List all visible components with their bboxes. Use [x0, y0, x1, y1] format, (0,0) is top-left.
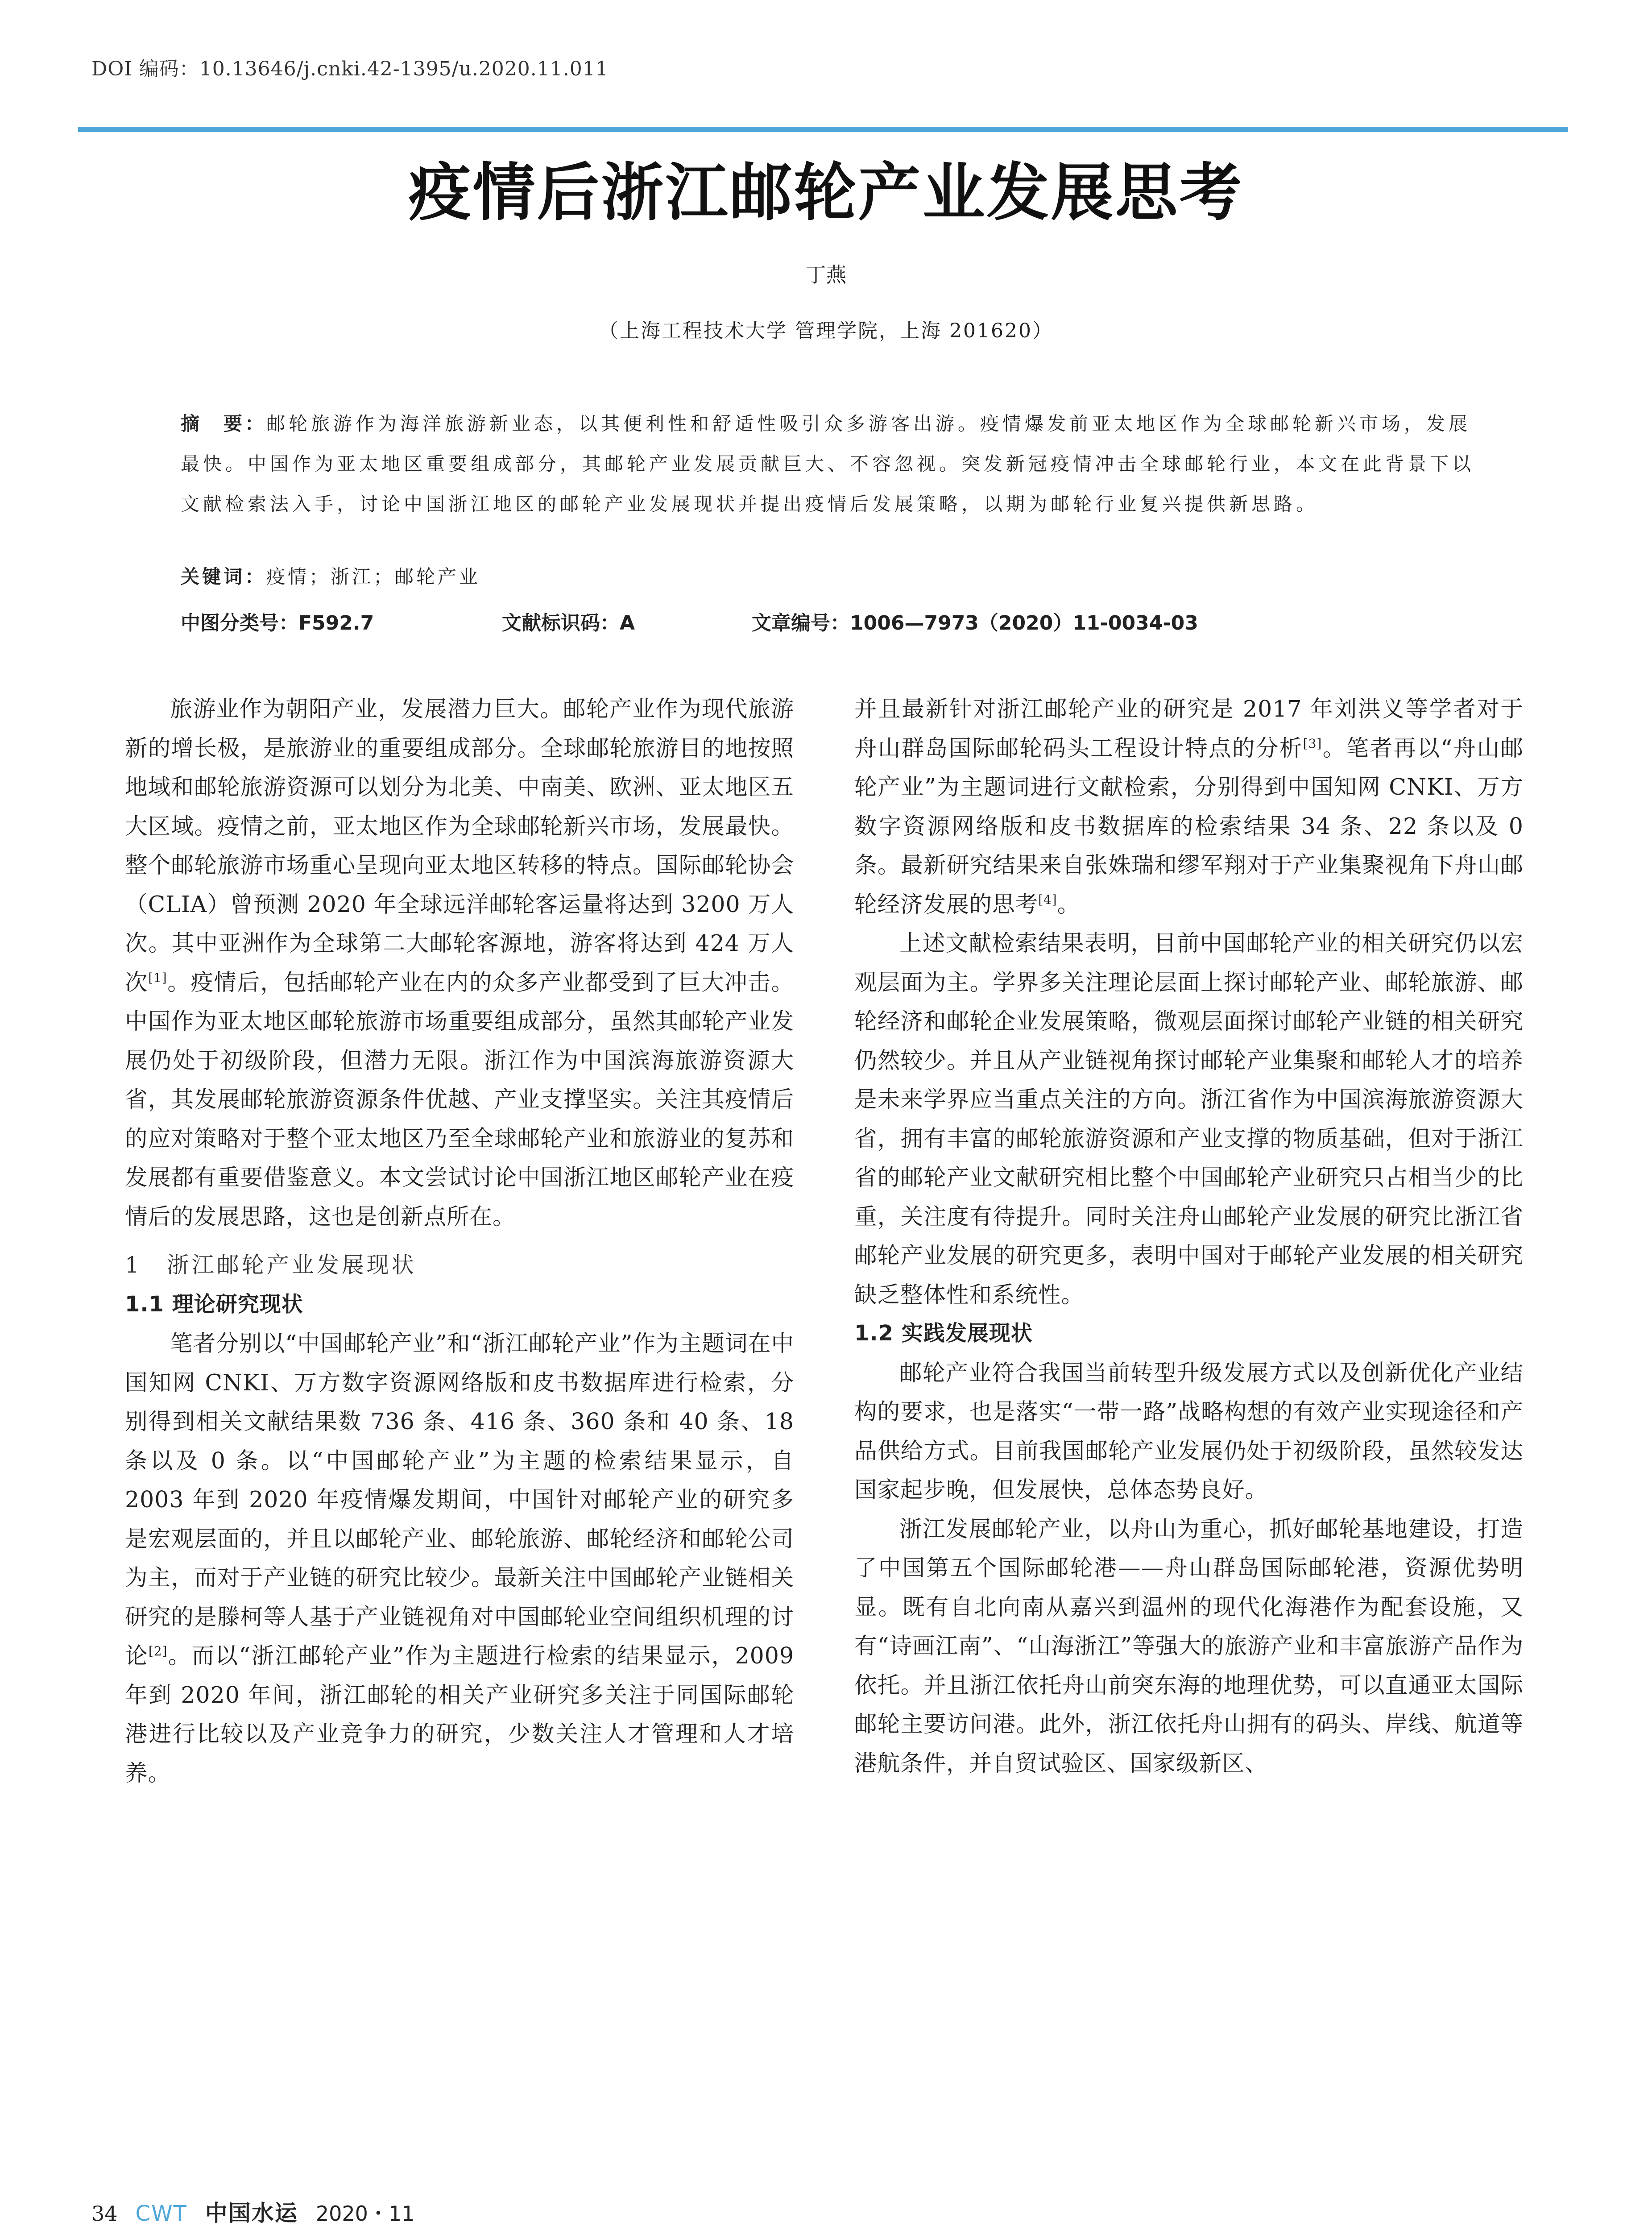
body-paragraph: 并且最新针对浙江邮轮产业的研究是 2017 年刘洪义等学者对于舟山群岛国际邮轮码头工程设计特点的分析[3]。笔者再以“舟山邮轮产业”为主题词进行文献检索，分别得到中国知网 CNKI、万方数字资源网络版和皮书数据库的检索结果 34 条、22 条以及 0 条。最新研究结果来自张姝瑞和缪军翔对于产业集聚视角下舟山邮轮经济发展的思考[4]。	[854, 696, 1524, 917]
article-no-value: 1006—7973（2020）11-0034-03	[850, 612, 1198, 634]
article-title: 疫情后浙江邮轮产业发展思考	[408, 156, 1244, 229]
affiliation: （上海工程技术大学 管理学院，上海 201620）	[599, 319, 1053, 342]
page-number: 34	[91, 2202, 118, 2226]
keywords	[181, 562, 1474, 589]
body-paragraph: 上述文献检索结果表明，目前中国邮轮产业的相关研究仍以宏观层面为主。学界多关注理论层面上探讨邮轮产业、邮轮旅游、邮轮经济和邮轮企业发展策略，微观层面探讨邮轮产业链的相关研究仍然较少。并且从产业链视角探讨邮轮产业集聚和邮轮人才的培养是未来学界应当重点关注的方向。浙江省作为中国滨海旅游资源大省，拥有丰富的邮轮旅游资源和产业支撑的物质基础，但对于浙江省的邮轮产业文献研究相比整个中国邮轮产业研究只占相当少的比重，关注度有待提升。同时关注舟山邮轮产业发展的研究比浙江省邮轮产业发展的研究更多，表明中国对于邮轮产业发展的相关研究缺乏整体性和系统性。	[854, 930, 1524, 1308]
doi-line: DOI 编码：10.13646/j.cnki.42-1395/u.2020.11.011	[91, 58, 609, 80]
issue-date: 2020・11	[315, 2202, 415, 2226]
right-column	[854, 689, 1524, 1783]
body-paragraph: 旅游业作为朝阳产业，发展潜力巨大。邮轮产业作为现代旅游新的增长极，是旅游业的重要组成部分。全球邮轮旅游目的地按照地域和邮轮旅游资源可以划分为北美、中南美、欧洲、亚太地区五大区域。疫情之前，亚太地区作为全球邮轮新兴市场，发展最快。整个邮轮旅游市场重心呈现向亚太地区转移的特点。国际邮轮协会（CLIA）曾预测 2020 年全球远洋邮轮客运量将达到 3200 万人次。其中亚洲作为全球第二大邮轮客源地，游客将达到 424 万人次[1]。疫情后，包括邮轮产业在内的众多产业都受到了巨大冲击。中国作为亚太地区邮轮旅游市场重要组成部分，虽然其邮轮产业发展仍处于初级阶段，但潜力无限。浙江作为中国滨海旅游资源大省，其发展邮轮旅游资源条件优越、产业支撑坚实。关注其疫情后的应对策略对于整个亚太地区乃至全球邮轮产业和旅游业的复苏和发展都有重要借鉴意义。本文尝试讨论中国浙江地区邮轮产业在疫情后的发展思路，这也是创新点所在。	[125, 696, 795, 1230]
doc-code-label: 文献标识码：	[502, 612, 620, 634]
body-paragraph: 笔者分别以“中国邮轮产业”和“浙江邮轮产业”作为主题词在中国知网 CNKI、万方数字资源网络版和皮书数据库进行检索，分别得到相关文献结果数 736 条、416 条、360 条和 40 条、18 条以及 0 条。以“中国邮轮产业”为主题的检索结果显示，自 2003 年到 2020 年疫情爆发期间，中国针对邮轮产业的研究多是宏观层面的，并且以邮轮产业、邮轮旅游、邮轮经济和邮轮公司为主，而对于产业链的研究比较少。最新关注中国邮轮产业链相关研究的是滕柯等人基于产业链视角对中国邮轮业空间组织机理的讨论[2]。而以“浙江邮轮产业”作为主题进行检索的结果显示，2009 年到 2020 年间，浙江邮轮的相关产业研究多关注于同国际邮轮港进行比较以及产业竞争力的研究，少数关注人才管理和人才培养。	[125, 1330, 795, 1786]
clc-label: 中图分类号：	[181, 612, 298, 634]
classification-line	[181, 607, 1474, 635]
subsection-heading: 1.2 实践发展现状	[854, 1321, 1033, 1346]
abstract-label: 摘 要：	[181, 413, 267, 435]
doc-code-value: A	[620, 612, 635, 634]
left-column	[125, 689, 794, 1792]
article-no-label: 文章编号：	[752, 612, 850, 634]
header-rule	[78, 127, 1568, 132]
abstract-text: 邮轮旅游作为海洋旅游新业态，以其便利性和舒适性吸引众多游客出游。疫情爆发前亚太地区作为全球邮轮新兴市场，发展最快。中国作为亚太地区重要组成部分，其邮轮产业发展贡献巨大、不容忽视。突发新冠疫情冲击全球邮轮行业，本文在此背景下以文献检索法入手，讨论中国浙江地区的邮轮产业发展现状并提出疫情后发展策略，以期为邮轮行业复兴提供新思路。	[181, 413, 1475, 515]
keywords-text: 疫情；浙江；邮轮产业	[266, 566, 481, 588]
brand-logo: CWT	[135, 2201, 187, 2226]
body-paragraph: 浙江发展邮轮产业，以舟山为重心，抓好邮轮基地建设，打造了中国第五个国际邮轮港——舟山群岛国际邮轮港，资源优势明显。既有自北向南从嘉兴到温州的现代化海港作为配套设施，又有“诗画江南”、“山海浙江”等强大的旅游产业和丰富旅游产品作为依托。并且浙江依托舟山前突东海的地理优势，可以直通亚太国际邮轮主要访问港。此外，浙江依托舟山拥有的码头、岸线、航道等港航条件，并自贸试验区、国家级新区、	[854, 1515, 1524, 1776]
citation-ref[interactable]: [2]	[148, 1644, 168, 1659]
subsection-heading: 1.1 理论研究现状	[125, 1291, 303, 1317]
citation-ref[interactable]: [4]	[1038, 892, 1057, 907]
body-paragraph: 邮轮产业符合我国当前转型升级发展方式以及创新优化产业结构的要求，也是落实“一带一路”战略构想的有效产业实现途径和产品供给方式。目前我国邮轮产业发展仍处于初级阶段，虽然较发达国家起步晚，但发展快，总体态势良好。	[854, 1359, 1524, 1503]
citation-ref[interactable]: [3]	[1303, 736, 1322, 751]
magazine-name: 中国水运	[205, 2200, 298, 2226]
clc-value: F592.7	[298, 612, 374, 634]
citation-ref[interactable]: [1]	[148, 970, 167, 985]
keywords-label: 关键词：	[181, 566, 267, 588]
abstract	[181, 404, 1474, 524]
section-heading: 1 浙江邮轮产业发展现状	[125, 1252, 417, 1278]
author: 丁燕	[805, 263, 847, 287]
page-footer	[91, 2195, 414, 2227]
